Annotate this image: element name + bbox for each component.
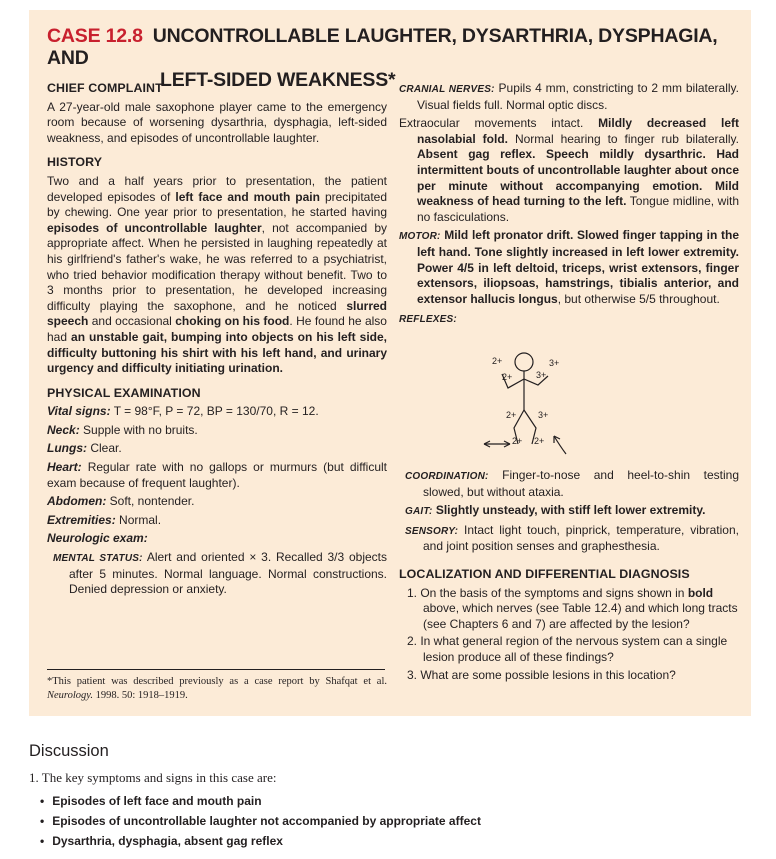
sensory-label: SENSORY: xyxy=(405,525,459,537)
neuro-label: Neurologic exam: xyxy=(47,531,148,546)
reflexes-label: REFLEXES: xyxy=(399,314,457,326)
heart-row xyxy=(47,460,387,491)
cranial-nerves-text: Pupils 4 mm, constricting to 2 mm bilaterally. Visual fields full. Normal optic discs. xyxy=(417,81,740,112)
cranial-nerves-label: CRANIAL NERVES: xyxy=(399,84,495,95)
right-column xyxy=(399,81,739,328)
footnote-text: *This patient was described previously as a case report by Shafqat et al. xyxy=(47,676,387,687)
abdomen-row xyxy=(47,494,387,510)
reflex-figure xyxy=(462,352,602,462)
history-bold: episodes of uncontrollable laughter xyxy=(47,220,262,235)
chief-complaint-text: A 27-year-old male saxophone player came to the emergency room because of worsening dysarthria, dysphagia, left-sided weakness, and episodes of uncontrollable laughter. xyxy=(47,99,387,145)
neck-label: Neck: xyxy=(47,422,80,437)
motor-bold: Mild left pronator drift. Slowed finger tapping in the left hand. Tone slightly increased in left lower extremity. Power 4/5 in left deltoid, triceps, wrist extensors, finger extensors, iliopsoas, hamstrings, tibialis anterior, and extensor hallucis longus xyxy=(417,228,739,306)
question-1-bold: bold xyxy=(687,585,714,600)
gait-label: GAIT: xyxy=(405,506,433,518)
history-seg: and occasional xyxy=(88,314,176,329)
footnote xyxy=(47,675,387,703)
left-column xyxy=(47,81,387,598)
question-2: 2. In what general region of the nervous system can a single lesion produce all of these findings? xyxy=(407,634,728,664)
lungs-row xyxy=(47,441,387,457)
history-heading: HISTORY xyxy=(47,155,103,170)
coordination-label: COORDINATION: xyxy=(405,471,489,482)
neuro-row xyxy=(47,531,387,547)
reflex-biceps-left: 3+ xyxy=(536,370,547,380)
coordination-row xyxy=(405,468,739,500)
history-bold: slurred speech xyxy=(47,298,387,329)
question-1 xyxy=(405,586,739,633)
reflex-knee-right: 2+ xyxy=(506,410,517,420)
mental-status-value: Alert and oriented × 3. Recalled 3/3 objects after 5 minutes. Normal language. Normal constructions. Denied depression or anxiety. xyxy=(69,550,388,597)
abdomen-label: Abdomen: xyxy=(47,494,107,509)
vitals-row xyxy=(47,404,387,420)
lungs-label: Lungs: xyxy=(47,441,87,456)
vitals-label: Vital signs: xyxy=(47,404,111,419)
extremities-row xyxy=(47,513,387,529)
heart-value: Regular rate with no gallops or murmurs (but difficult exam because of frequent laughter). xyxy=(47,460,387,490)
neck-row xyxy=(47,423,387,439)
reflex-arm-left: 3+ xyxy=(549,358,560,368)
history-bold: left face and mouth pain xyxy=(175,189,320,204)
list-item: • Episodes of left face and mouth pain xyxy=(40,791,481,811)
motor-row xyxy=(399,228,739,307)
cranial-bold: Mildly decreased left nasolabial fold. xyxy=(417,116,739,146)
vitals-value: T = 98°F, P = 72, BP = 130/70, R = 12. xyxy=(113,404,319,419)
history-bold: an unstable gait, bumping into objects on his left side, difficulty buttoning his shirt with his left hand, and urinary urgency and difficulty initiating urination. xyxy=(47,329,387,376)
history-seg: Two and a half years prior to presentation, the patient developed episodes of xyxy=(47,173,387,204)
motor-tail: , but otherwise 5/5 throughout. xyxy=(557,291,720,306)
cranial-seg: Normal hearing to finger rub bilaterally. xyxy=(507,131,739,146)
list-item: • Dysarthria, dysphagia, absent gag reflex xyxy=(40,831,481,851)
case-title-line2: LEFT-SIDED WEAKNESS* xyxy=(160,69,396,91)
footnote-text: 1998. 50: 1918–1919. xyxy=(92,690,188,701)
history-bold: choking on his food xyxy=(175,314,290,329)
reflex-ankle-right: 2+ xyxy=(512,436,523,446)
cranial-seg: Extraocular movements intact. xyxy=(399,116,599,131)
discussion-list xyxy=(40,791,481,851)
question-1-text: 1. On the basis of the symptoms and signs shown in xyxy=(407,585,688,600)
reflex-biceps-right: 2+ xyxy=(502,372,513,382)
discussion-title: Discussion xyxy=(29,742,109,760)
right-column-lower xyxy=(399,468,739,683)
case-title-line1: UNCONTROLLABLE LAUGHTER, DYSARTHRIA, DYSPHAGIA, AND xyxy=(47,25,718,69)
sensory-row xyxy=(405,523,739,555)
footnote-rule xyxy=(47,669,385,670)
stick-figure-diagram xyxy=(462,352,602,462)
neck-value: Supple with no bruits. xyxy=(83,422,198,437)
history-text xyxy=(47,174,387,377)
list-item: • Episodes of uncontrollable laughter not accompanied by appropriate affect xyxy=(40,811,481,831)
history-seg: . He found he also had xyxy=(47,314,387,344)
physical-exam-heading: PHYSICAL EXAMINATION xyxy=(47,385,201,400)
extremities-label: Extremities: xyxy=(47,512,116,527)
coordination-text: Finger-to-nose and heel-to-shin testing slowed, but without ataxia. xyxy=(423,468,739,499)
chief-complaint-heading: CHIEF COMPLAINT xyxy=(47,81,163,95)
gait-text: Slightly unsteady, with stiff left lower extremity. xyxy=(435,503,706,518)
reflex-arm-right: 2+ xyxy=(492,356,503,366)
mental-status-label: MENTAL STATUS: xyxy=(53,553,143,565)
case-number: CASE 12.8 xyxy=(47,25,143,47)
abdomen-value: Soft, nontender. xyxy=(109,494,195,509)
mental-status-row xyxy=(47,550,387,598)
reflex-knee-left: 3+ xyxy=(538,410,549,420)
history-seg: , not accompanied by appropriate affect. When he persisted in laughing repeatedly at his girlfriend's father's wake, he was referred to a psychiatrist, who tried behavior modification therapy without benefit. Two to 3 months prior to presentation, he developed increasing difficulty playing the saxophone, and he noticed xyxy=(47,220,387,313)
cranial-seg: Tongue midline, with no fasciculations. xyxy=(417,194,740,224)
cranial-bold: Absent gag reflex. Speech mildly dysarthric. Had intermittent bouts of uncontrollable laughter about once per minute without accompanying emotion. Mild weakness of head turning to the left. xyxy=(417,147,739,209)
cranial-nerves-row-2 xyxy=(399,116,739,225)
extremities-value: Normal. xyxy=(119,512,162,527)
discussion-lead: 1. The key symptoms and signs in this case are: xyxy=(29,770,277,785)
head-shape xyxy=(515,353,533,371)
gait-row xyxy=(405,503,739,520)
motor-label: MOTOR: xyxy=(399,231,441,243)
localization-heading: LOCALIZATION AND DIFFERENTIAL DIAGNOSIS xyxy=(399,566,690,581)
history-seg: precipitated by chewing. One year prior to presentation, he started having xyxy=(47,189,388,220)
reflex-ankle-left: 2+ xyxy=(534,436,545,446)
question-3: 3. What are some possible lesions in this location? xyxy=(407,667,676,682)
question-1-text: above, which nerves (see Table 12.4) and which long tracts (see Chapters 6 and 7) are affected by the lesion? xyxy=(423,601,738,631)
reflexes-row xyxy=(399,311,739,328)
lungs-value: Clear. xyxy=(90,441,122,456)
footnote-journal: Neurology. xyxy=(47,690,93,701)
sensory-text: Intact light touch, pinprick, temperature, vibration, and joint position senses and graphesthesia. xyxy=(423,522,739,554)
cranial-nerves-row xyxy=(399,81,739,113)
heart-label: Heart: xyxy=(47,460,82,475)
